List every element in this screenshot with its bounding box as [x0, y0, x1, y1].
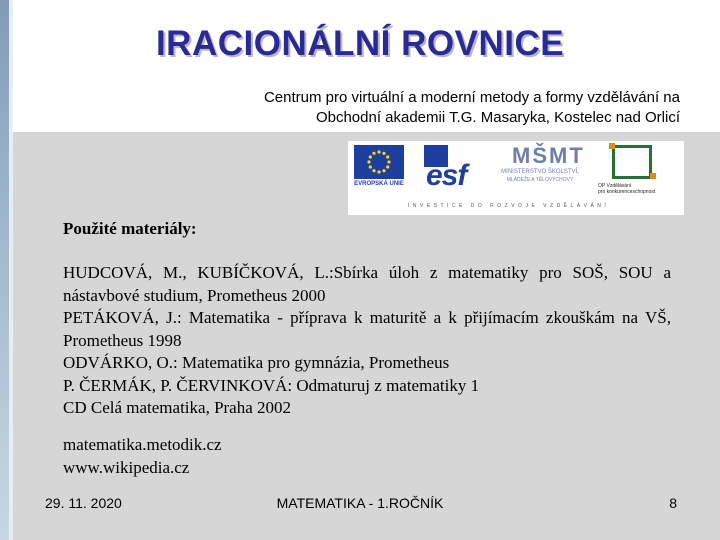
reference-item: PETÁKOVÁ, J.: Matematika - příprava k maturitě a k přijímacím zkouškám na VŠ, Prometheus 1998 — [63, 308, 671, 350]
web-link: www.wikipedia.cz — [63, 457, 190, 477]
op-caption-1: OP Vzdělávání — [598, 183, 632, 189]
op-square-icon — [612, 145, 652, 179]
msmt-caption-2: MLÁDEŽE A TĚLOVÝCHOVY — [506, 177, 574, 183]
msmt-caption-1: MINISTERSTVO ŠKOLSTVÍ, — [501, 169, 579, 175]
slide-number: 8 — [669, 495, 677, 511]
logo-banner — [348, 141, 684, 215]
reference-item: ODVÁRKO, O.: Matematika pro gymnázia, Prometheus — [63, 353, 450, 372]
msmt-logo — [494, 143, 586, 191]
eu-caption: EVROPSKÁ UNIE — [354, 181, 404, 187]
reference-item: CD Celá matematika, Praha 2002 — [63, 398, 292, 417]
esf-logo — [424, 145, 474, 192]
msmt-mark: MŠMT — [512, 143, 585, 168]
subtitle-line-2: Obchodní akademii T.G. Masaryka, Kostelec nad Orlicí — [315, 109, 680, 126]
left-accent-bar — [0, 0, 9, 540]
footer-date: 29. 11. 2020 — [45, 495, 122, 511]
eu-stars-icon — [354, 145, 404, 179]
eu-flag-logo — [354, 145, 404, 179]
left-accent-stripe — [9, 0, 13, 540]
reference-item: HUDCOVÁ, M., KUBÍČKOVÁ, L.:Sbírka úloh z matematiky pro SOŠ, SOU a nástavbové studium, Prometheus 2000 — [63, 263, 671, 305]
op-vk-logo — [598, 143, 678, 199]
op-dot-icon — [650, 173, 656, 179]
references-list — [63, 262, 671, 420]
slide-title: IRACIONÁLNÍ ROVNICE — [155, 24, 565, 63]
web-link: matematika.metodik.cz — [63, 435, 222, 454]
reference-item: P. ČERMÁK, P. ČERVINKOVÁ: Odmaturuj z matematiky 1 — [63, 375, 480, 395]
subtitle-line-1: Centrum pro virtuální a moderní metody a formy vzdělávání na — [263, 89, 680, 106]
op-caption-2: pro konkurenceschopnost — [598, 189, 656, 195]
web-links — [63, 434, 563, 479]
esf-text: esf — [426, 159, 467, 192]
op-caption — [598, 183, 682, 195]
footer-course: MATEMATIKA - 1.ROČNÍK — [276, 495, 444, 511]
slide-subtitle — [120, 88, 680, 128]
op-dot-icon — [609, 143, 615, 149]
logo-strip-text: INVESTICE DO ROZVOJE VZDĚLÁVÁNÍ — [408, 203, 610, 209]
materials-heading: Použité materiály: — [63, 219, 197, 238]
